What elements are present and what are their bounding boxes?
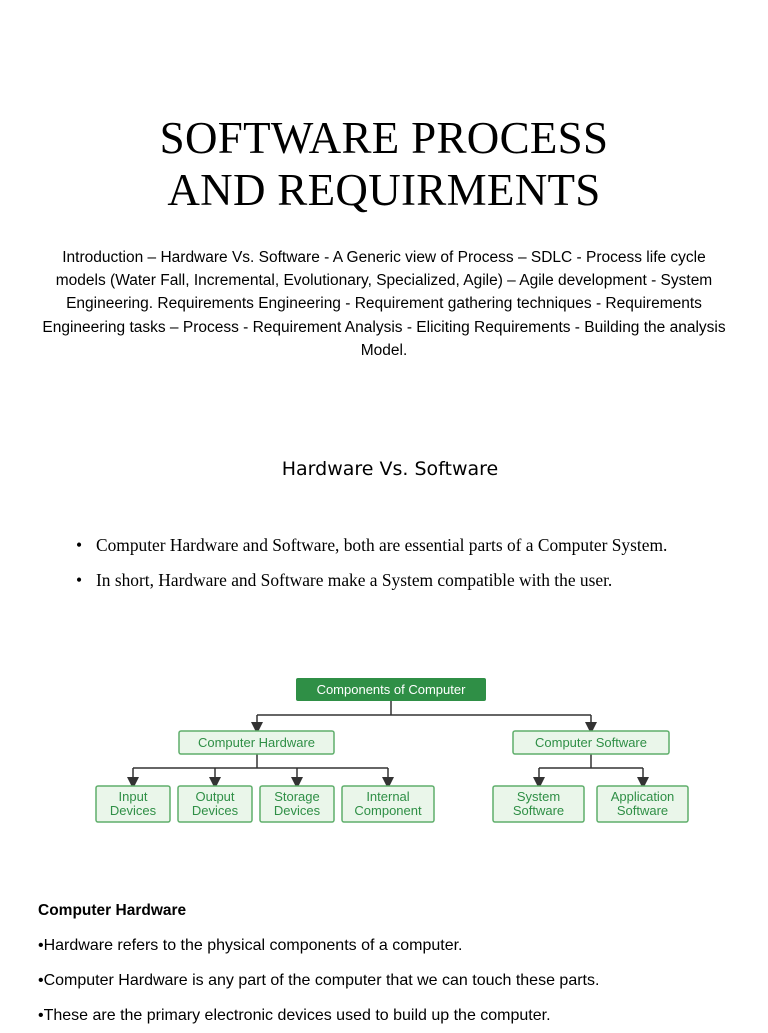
svg-text:Devices: Devices xyxy=(273,803,321,818)
software-node xyxy=(513,731,669,754)
intro-paragraph: Introduction – Hardware Vs. Software - A Generic view of Process – SDLC - Process life cycle models (Water Fall, Incremental, Evolutionary, Specialized, Agile) – Agile development - System Engineering. Requirements Engineering - Requirement gathering techniques - Requirements Engineering tasks – Process - Requirement Analysis - Eliciting Requirements - Building the analysis Model. xyxy=(42,249,726,359)
svg-text:Devices: Devices xyxy=(109,803,157,818)
hardware-line-1: •Hardware refers to the physical components of a computer. xyxy=(38,937,463,954)
output-devices-node xyxy=(178,786,252,822)
components-diagram xyxy=(0,670,768,840)
svg-text:Software: Software xyxy=(616,803,669,818)
input-devices-node xyxy=(96,786,170,822)
bullet-text: In short, Hardware and Software make a System compatible with the user. xyxy=(96,570,613,590)
application-software-node xyxy=(597,786,688,822)
system-software-node xyxy=(493,786,584,822)
svg-text:Software: Software xyxy=(512,803,565,818)
svg-text:Input: Input xyxy=(118,789,148,804)
hardware-heading: Computer Hardware xyxy=(38,902,187,919)
svg-text:Application: Application xyxy=(610,789,675,804)
internal-component-node xyxy=(342,786,434,822)
section-heading: Hardware Vs. Software xyxy=(281,458,499,480)
page-title xyxy=(0,112,768,216)
hardware-section xyxy=(38,898,748,1033)
hardware-line-2: •Computer Hardware is any part of the computer that we can touch these parts. xyxy=(38,972,600,989)
svg-text:Devices: Devices xyxy=(191,803,239,818)
bullet-dot: • xyxy=(76,570,83,590)
bullet-list xyxy=(76,528,696,598)
storage-devices-node xyxy=(260,786,334,822)
svg-text:Output: Output xyxy=(195,789,235,804)
software-label: Computer Software xyxy=(535,735,647,750)
title-line-1: SOFTWARE PROCESS xyxy=(159,113,609,163)
bullet-item-2 xyxy=(76,563,696,598)
root-label: Components of Computer xyxy=(316,682,466,697)
hardware-node xyxy=(179,731,334,754)
svg-text:Component: Component xyxy=(354,803,422,818)
hardware-line-3: •These are the primary electronic devices used to build up the computer. xyxy=(38,1007,551,1024)
svg-text:Storage: Storage xyxy=(274,789,320,804)
svg-text:Internal: Internal xyxy=(366,789,410,804)
bullet-dot: • xyxy=(76,535,83,555)
svg-text:System: System xyxy=(516,789,561,804)
hardware-label: Computer Hardware xyxy=(197,735,316,750)
bullet-item-1 xyxy=(76,528,696,563)
bullet-text: Computer Hardware and Software, both are essential parts of a Computer System. xyxy=(96,535,668,555)
title-line-2: AND REQUIRMENTS xyxy=(167,165,601,215)
root-node xyxy=(296,678,486,701)
